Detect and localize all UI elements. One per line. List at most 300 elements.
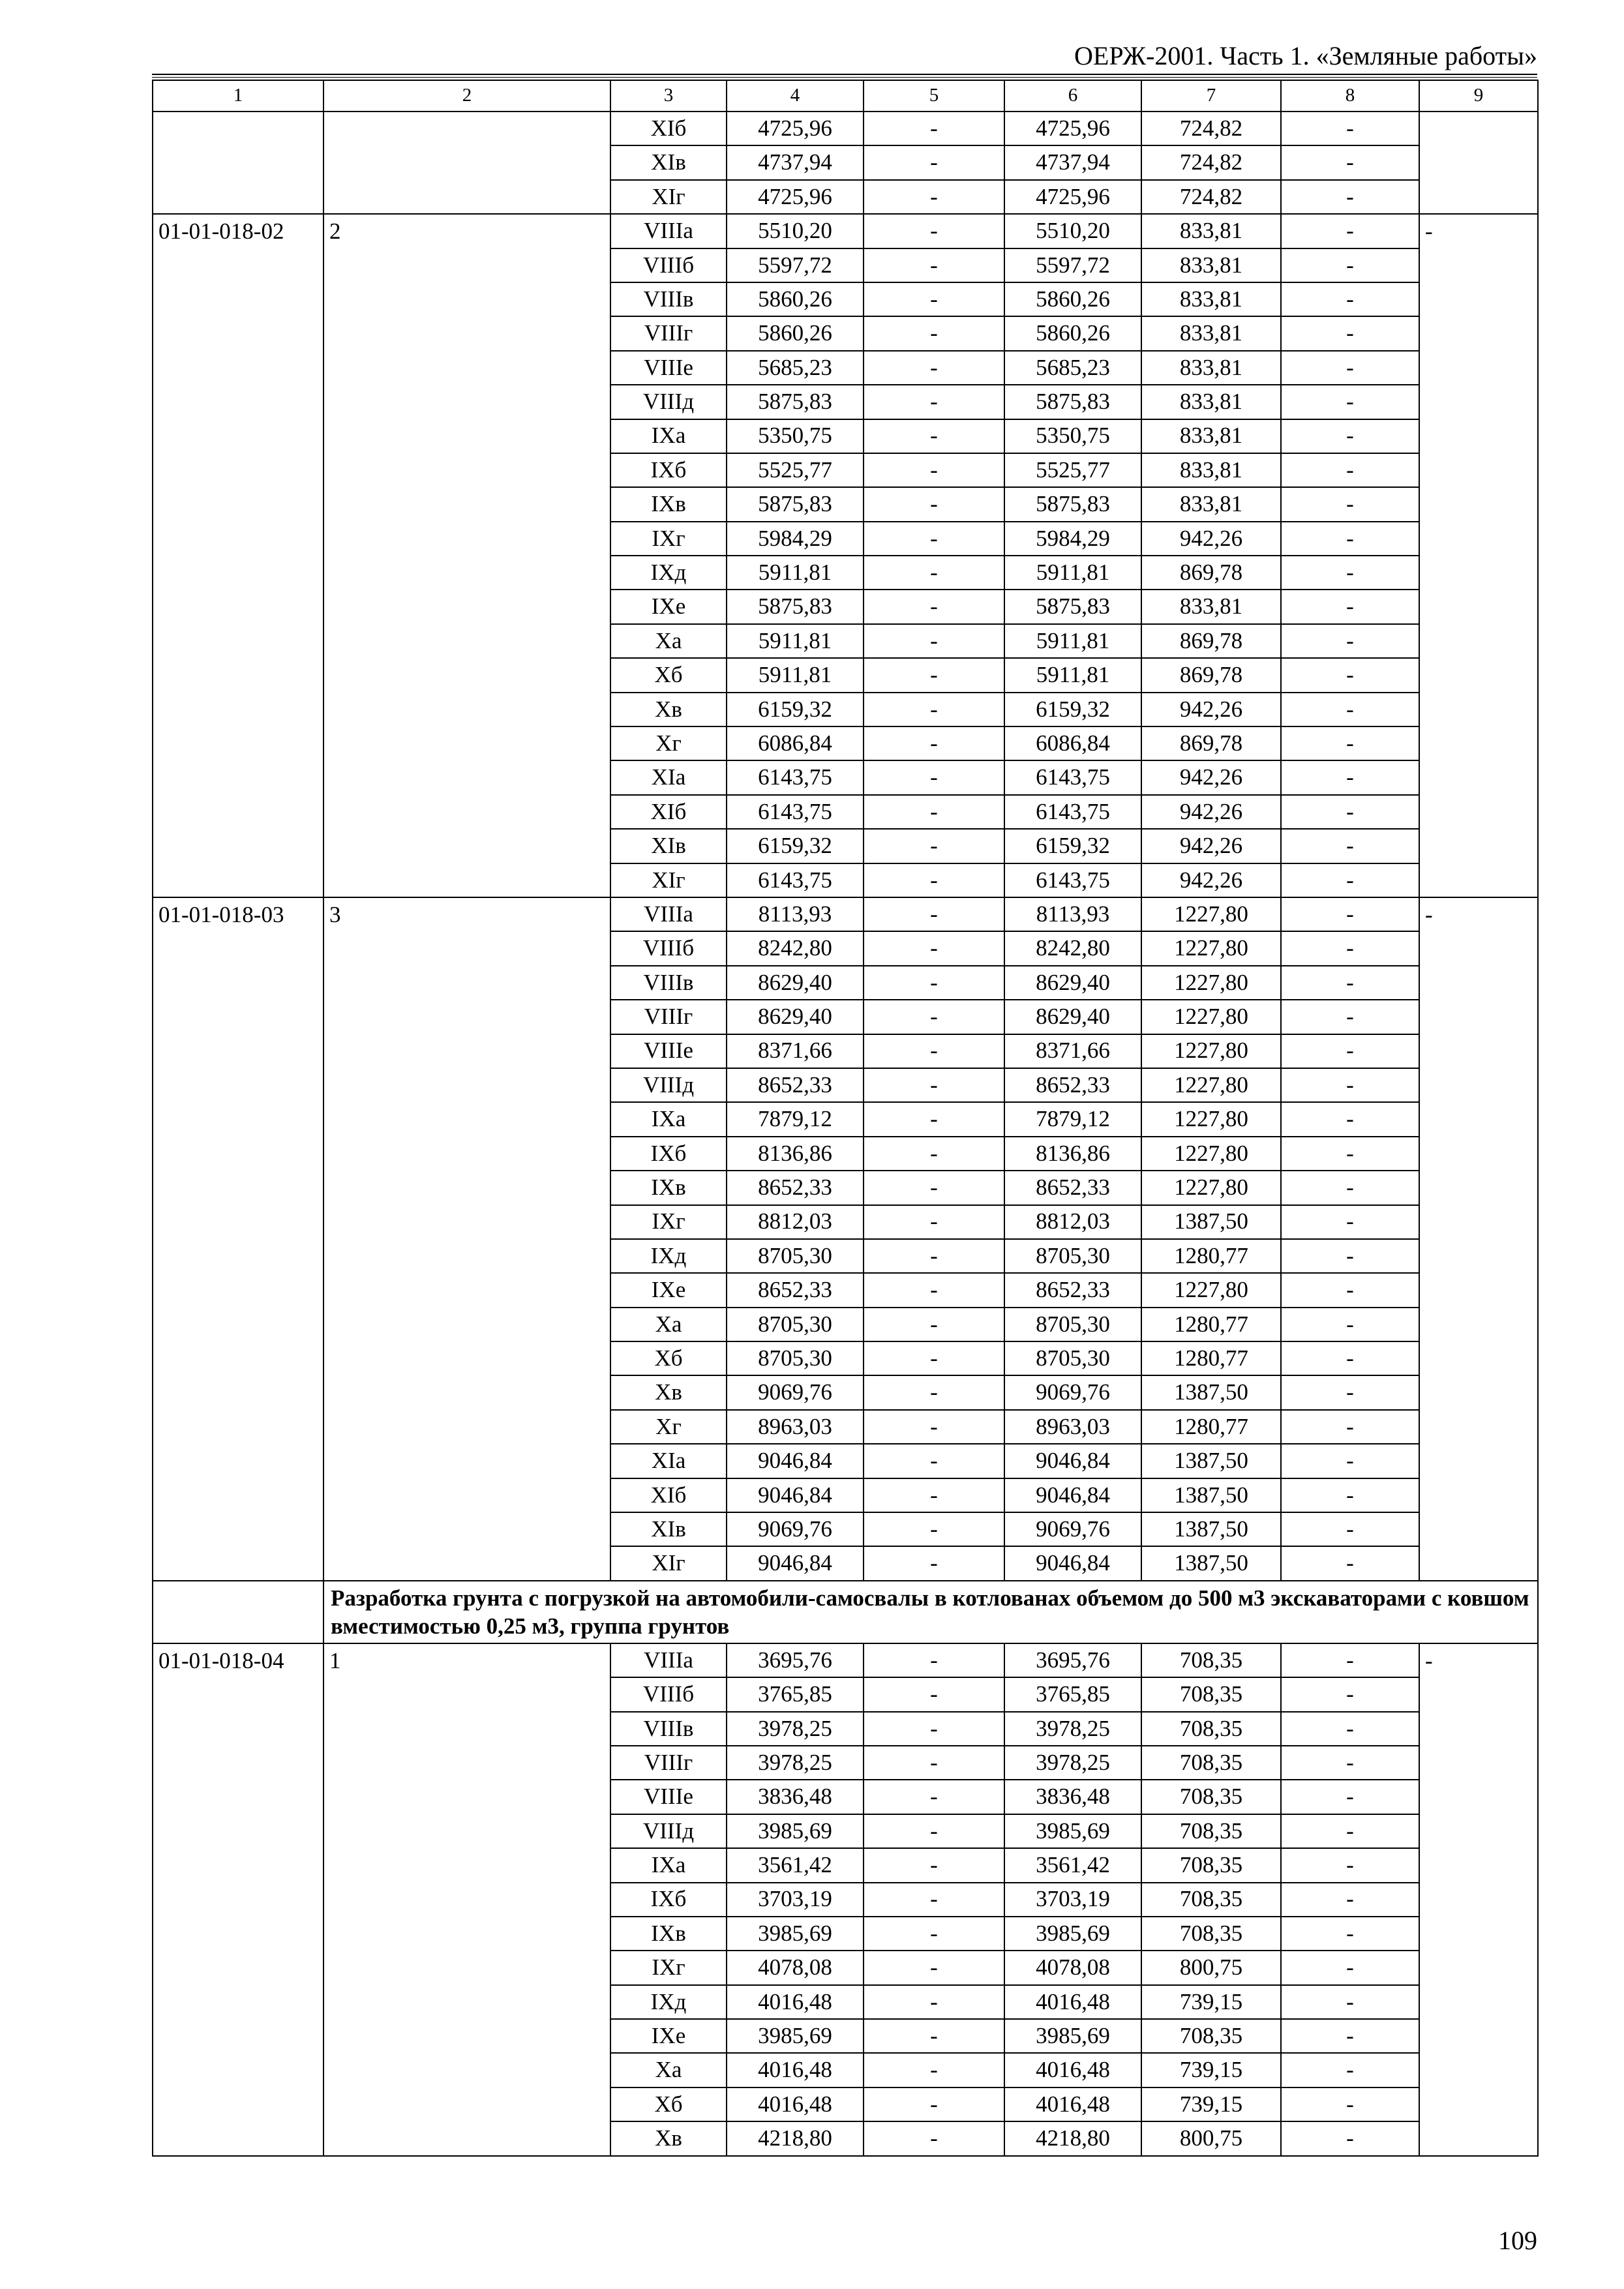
col8-cell: - [1281, 351, 1419, 385]
total-cost-cell: 5911,81 [727, 624, 864, 658]
col8-cell: - [1281, 693, 1419, 726]
rate-code-cell: 01-01-018-02 [153, 214, 323, 897]
total-cost-cell: 5685,23 [727, 351, 864, 385]
total-cost-cell: 5911,81 [727, 658, 864, 692]
col8-cell: - [1281, 1239, 1419, 1273]
col6-cell: 4016,48 [1004, 1985, 1141, 2019]
col5-cell: - [864, 795, 1004, 829]
total-cost-cell: 3703,19 [727, 1883, 864, 1917]
col8-cell: - [1281, 145, 1419, 179]
col6-cell: 6143,75 [1004, 795, 1141, 829]
col5-cell: - [864, 556, 1004, 590]
total-cost-cell: 9069,76 [727, 1375, 864, 1409]
region-class-cell: VIIIв [610, 282, 727, 316]
rates-table [152, 80, 1539, 2157]
group-cell [323, 112, 610, 214]
col7-cell: 1280,77 [1141, 1410, 1281, 1444]
col7-cell: 869,78 [1141, 658, 1281, 692]
col5-cell: - [864, 658, 1004, 692]
col7-cell: 1387,50 [1141, 1512, 1281, 1546]
col8-cell: - [1281, 1917, 1419, 1951]
col6-cell: 5911,81 [1004, 658, 1141, 692]
total-cost-cell: 5860,26 [727, 282, 864, 316]
col8-cell: - [1281, 829, 1419, 863]
region-class-cell: VIIIб [610, 931, 727, 965]
total-cost-cell: 5525,77 [727, 453, 864, 487]
col6-cell: 4016,48 [1004, 2087, 1141, 2121]
col7-cell: 724,82 [1141, 145, 1281, 179]
total-cost-cell: 8242,80 [727, 931, 864, 965]
col8-cell: - [1281, 112, 1419, 145]
col5-cell: - [864, 590, 1004, 623]
col5-cell: - [864, 180, 1004, 214]
col6-cell: 6143,75 [1004, 760, 1141, 794]
col8-cell: - [1281, 487, 1419, 521]
col8-cell: - [1281, 522, 1419, 556]
total-cost-cell: 9046,84 [727, 1478, 864, 1512]
col5-cell: - [864, 1102, 1004, 1136]
total-cost-cell: 5510,20 [727, 214, 864, 248]
region-class-cell: IXв [610, 487, 727, 521]
col7-cell: 1387,50 [1141, 1444, 1281, 1478]
total-cost-cell: 5860,26 [727, 316, 864, 350]
col5-cell: - [864, 1512, 1004, 1546]
col8-cell: - [1281, 1546, 1419, 1580]
col9-cell [1419, 112, 1538, 214]
col8-cell: - [1281, 1205, 1419, 1239]
total-cost-cell: 8629,40 [727, 966, 864, 1000]
col7-cell: 1227,80 [1141, 1102, 1281, 1136]
col6-cell: 5875,83 [1004, 385, 1141, 419]
total-cost-cell: 8963,03 [727, 1410, 864, 1444]
col8-cell: - [1281, 1273, 1419, 1307]
total-cost-cell: 3985,69 [727, 1814, 864, 1848]
col7-cell: 833,81 [1141, 214, 1281, 248]
col5-cell: - [864, 1444, 1004, 1478]
region-class-cell: VIIIд [610, 1068, 727, 1102]
region-class-cell: IXв [610, 1917, 727, 1951]
col5-cell: - [864, 2053, 1004, 2087]
total-cost-cell: 3765,85 [727, 1677, 864, 1711]
col6-cell: 3836,48 [1004, 1780, 1141, 1814]
col7-cell: 1227,80 [1141, 1034, 1281, 1068]
total-cost-cell: 8652,33 [727, 1068, 864, 1102]
col8-cell: - [1281, 931, 1419, 965]
total-cost-cell: 8705,30 [727, 1308, 864, 1341]
col6-cell: 8963,03 [1004, 1410, 1141, 1444]
col7-cell: 800,75 [1141, 1951, 1281, 1984]
col6-cell: 8812,03 [1004, 1205, 1141, 1239]
region-class-cell: Xв [610, 2121, 727, 2155]
col8-cell: - [1281, 1780, 1419, 1814]
col8-cell: - [1281, 966, 1419, 1000]
col7-cell: 1227,80 [1141, 1137, 1281, 1171]
col6-cell: 4078,08 [1004, 1951, 1141, 1984]
total-cost-cell: 8371,66 [727, 1034, 864, 1068]
col8-cell: - [1281, 624, 1419, 658]
region-class-cell: IXд [610, 1985, 727, 2019]
total-cost-cell: 4218,80 [727, 2121, 864, 2155]
col5-cell: - [864, 760, 1004, 794]
col7-cell: 1387,50 [1141, 1546, 1281, 1580]
col6-cell: 5510,20 [1004, 214, 1141, 248]
col6-cell: 5875,83 [1004, 487, 1141, 521]
col6-cell: 5911,81 [1004, 624, 1141, 658]
region-class-cell: IXд [610, 1239, 727, 1273]
col8-cell: - [1281, 1985, 1419, 2019]
col6-cell: 4725,96 [1004, 180, 1141, 214]
col5-cell: - [864, 1546, 1004, 1580]
col8-cell: - [1281, 1375, 1419, 1409]
col8-cell: - [1281, 453, 1419, 487]
col8-cell: - [1281, 2121, 1419, 2155]
col8-cell: - [1281, 1512, 1419, 1546]
col8-cell: - [1281, 2087, 1419, 2121]
col9-cell: - [1419, 214, 1538, 897]
col7-cell: 800,75 [1141, 2121, 1281, 2155]
col7-cell: 708,35 [1141, 2019, 1281, 2053]
region-class-cell: XIг [610, 1546, 727, 1580]
col5-cell: - [864, 1643, 1004, 1677]
col7-cell: 708,35 [1141, 1917, 1281, 1951]
header-rule [152, 74, 1537, 78]
col5-cell: - [864, 966, 1004, 1000]
col6-cell: 5860,26 [1004, 316, 1141, 350]
col7-cell: 1387,50 [1141, 1478, 1281, 1512]
col6-cell: 6159,32 [1004, 693, 1141, 726]
col7-cell: 708,35 [1141, 1848, 1281, 1882]
col7-cell: 739,15 [1141, 2087, 1281, 2121]
col6-cell: 8242,80 [1004, 931, 1141, 965]
section-header-row [153, 1581, 1538, 1643]
col6-cell: 6086,84 [1004, 726, 1141, 760]
col7-cell: 942,26 [1141, 522, 1281, 556]
col7-cell: 833,81 [1141, 385, 1281, 419]
col8-cell: - [1281, 180, 1419, 214]
total-cost-cell: 4078,08 [727, 1951, 864, 1984]
region-class-cell: XIб [610, 1478, 727, 1512]
total-cost-cell: 5911,81 [727, 556, 864, 590]
region-class-cell: VIIIе [610, 1034, 727, 1068]
col5-cell: - [864, 1917, 1004, 1951]
region-class-cell: VIIIб [610, 248, 727, 282]
col8-cell: - [1281, 282, 1419, 316]
region-class-cell: IXе [610, 1273, 727, 1307]
table-row [153, 897, 1538, 931]
col7-cell: 708,35 [1141, 1677, 1281, 1711]
col7-cell: 869,78 [1141, 726, 1281, 760]
col7-cell: 833,81 [1141, 316, 1281, 350]
col6-cell: 5685,23 [1004, 351, 1141, 385]
col6-cell: 9046,84 [1004, 1444, 1141, 1478]
region-class-cell: Xа [610, 624, 727, 658]
table-body [153, 80, 1538, 2156]
rate-code-cell: 01-01-018-03 [153, 897, 323, 1581]
col8-cell: - [1281, 1410, 1419, 1444]
col5-cell: - [864, 1814, 1004, 1848]
column-number: 3 [610, 80, 727, 112]
group-cell: 3 [323, 897, 610, 1581]
col5-cell: - [864, 419, 1004, 453]
col6-cell: 8652,33 [1004, 1273, 1141, 1307]
col7-cell: 942,26 [1141, 829, 1281, 863]
column-number-row [153, 80, 1538, 112]
region-class-cell: VIIIа [610, 214, 727, 248]
col6-cell: 3985,69 [1004, 2019, 1141, 2053]
total-cost-cell: 5875,83 [727, 487, 864, 521]
col5-cell: - [864, 1034, 1004, 1068]
table-row [153, 1643, 1538, 1677]
total-cost-cell: 8652,33 [727, 1171, 864, 1204]
col6-cell: 8113,93 [1004, 897, 1141, 931]
region-class-cell: IXа [610, 1102, 727, 1136]
col7-cell: 833,81 [1141, 453, 1281, 487]
col6-cell: 6159,32 [1004, 829, 1141, 863]
region-class-cell: Xа [610, 2053, 727, 2087]
col5-cell: - [864, 1780, 1004, 1814]
col8-cell: - [1281, 1677, 1419, 1711]
col7-cell: 708,35 [1141, 1746, 1281, 1780]
col8-cell: - [1281, 1883, 1419, 1917]
region-class-cell: IXг [610, 522, 727, 556]
total-cost-cell: 4016,48 [727, 2087, 864, 2121]
col5-cell: - [864, 1375, 1004, 1409]
col7-cell: 708,35 [1141, 1814, 1281, 1848]
total-cost-cell: 5875,83 [727, 590, 864, 623]
region-class-cell: XIг [610, 180, 727, 214]
col8-cell: - [1281, 1171, 1419, 1204]
total-cost-cell: 4725,96 [727, 112, 864, 145]
region-class-cell: XIв [610, 829, 727, 863]
region-class-cell: IXб [610, 1883, 727, 1917]
region-class-cell: VIIIв [610, 966, 727, 1000]
col8-cell: - [1281, 248, 1419, 282]
col7-cell: 1227,80 [1141, 966, 1281, 1000]
col6-cell: 8652,33 [1004, 1171, 1141, 1204]
col8-cell: - [1281, 726, 1419, 760]
region-class-cell: VIIIе [610, 1780, 727, 1814]
col5-cell: - [864, 863, 1004, 897]
col5-cell: - [864, 1410, 1004, 1444]
col6-cell: 4016,48 [1004, 2053, 1141, 2087]
col8-cell: - [1281, 897, 1419, 931]
region-class-cell: Xб [610, 2087, 727, 2121]
region-class-cell: VIIIб [610, 1677, 727, 1711]
total-cost-cell: 9046,84 [727, 1546, 864, 1580]
total-cost-cell: 8136,86 [727, 1137, 864, 1171]
col6-cell: 5911,81 [1004, 556, 1141, 590]
col8-cell: - [1281, 1814, 1419, 1848]
col6-cell: 3978,25 [1004, 1712, 1141, 1746]
page-number: 109 [1498, 2226, 1537, 2255]
col6-cell: 4218,80 [1004, 2121, 1141, 2155]
col8-cell: - [1281, 1478, 1419, 1512]
col6-cell: 8136,86 [1004, 1137, 1141, 1171]
total-cost-cell: 3985,69 [727, 1917, 864, 1951]
region-class-cell: XIб [610, 112, 727, 145]
column-number: 5 [864, 80, 1004, 112]
region-class-cell: VIIIг [610, 1746, 727, 1780]
col7-cell: 833,81 [1141, 419, 1281, 453]
col7-cell: 724,82 [1141, 112, 1281, 145]
col5-cell: - [864, 522, 1004, 556]
region-class-cell: VIIIг [610, 316, 727, 350]
total-cost-cell: 4725,96 [727, 180, 864, 214]
col7-cell: 869,78 [1141, 556, 1281, 590]
col5-cell: - [864, 1000, 1004, 1034]
total-cost-cell: 8629,40 [727, 1000, 864, 1034]
rate-code-cell [153, 112, 323, 214]
col8-cell: - [1281, 1102, 1419, 1136]
col5-cell: - [864, 2087, 1004, 2121]
column-number: 1 [153, 80, 323, 112]
total-cost-cell: 4016,48 [727, 2053, 864, 2087]
region-class-cell: Xб [610, 658, 727, 692]
col5-cell: - [864, 1239, 1004, 1273]
total-cost-cell: 6159,32 [727, 829, 864, 863]
col5-cell: - [864, 385, 1004, 419]
region-class-cell: IXа [610, 1848, 727, 1882]
total-cost-cell: 8705,30 [727, 1239, 864, 1273]
col5-cell: - [864, 1068, 1004, 1102]
region-class-cell: IXе [610, 590, 727, 623]
col5-cell: - [864, 1883, 1004, 1917]
col7-cell: 942,26 [1141, 863, 1281, 897]
col6-cell: 8629,40 [1004, 1000, 1141, 1034]
total-cost-cell: 6086,84 [727, 726, 864, 760]
col5-cell: - [864, 1677, 1004, 1711]
col7-cell: 942,26 [1141, 795, 1281, 829]
col6-cell: 9046,84 [1004, 1478, 1141, 1512]
col8-cell: - [1281, 419, 1419, 453]
col6-cell: 3695,76 [1004, 1643, 1141, 1677]
col5-cell: - [864, 1273, 1004, 1307]
col5-cell: - [864, 1205, 1004, 1239]
col8-cell: - [1281, 1643, 1419, 1677]
col5-cell: - [864, 1746, 1004, 1780]
col6-cell: 5875,83 [1004, 590, 1141, 623]
total-cost-cell: 3978,25 [727, 1712, 864, 1746]
total-cost-cell: 3836,48 [727, 1780, 864, 1814]
col5-cell: - [864, 931, 1004, 965]
region-class-cell: Xв [610, 1375, 727, 1409]
col8-cell: - [1281, 1341, 1419, 1375]
region-class-cell: VIIIд [610, 385, 727, 419]
col7-cell: 833,81 [1141, 282, 1281, 316]
col5-cell: - [864, 145, 1004, 179]
col7-cell: 1227,80 [1141, 931, 1281, 965]
table-row [153, 112, 1538, 145]
col8-cell: - [1281, 1951, 1419, 1984]
col5-cell: - [864, 1712, 1004, 1746]
region-class-cell: VIIIе [610, 351, 727, 385]
region-class-cell: IXб [610, 1137, 727, 1171]
col6-cell: 3978,25 [1004, 1746, 1141, 1780]
col8-cell: - [1281, 760, 1419, 794]
col6-cell: 9046,84 [1004, 1546, 1141, 1580]
region-class-cell: XIв [610, 1512, 727, 1546]
total-cost-cell: 8652,33 [727, 1273, 864, 1307]
col6-cell: 4737,94 [1004, 145, 1141, 179]
col7-cell: 833,81 [1141, 487, 1281, 521]
col7-cell: 1280,77 [1141, 1341, 1281, 1375]
col8-cell: - [1281, 1068, 1419, 1102]
total-cost-cell: 9069,76 [727, 1512, 864, 1546]
col5-cell: - [864, 726, 1004, 760]
col8-cell: - [1281, 658, 1419, 692]
col6-cell: 4725,96 [1004, 112, 1141, 145]
col5-cell: - [864, 1848, 1004, 1882]
col6-cell: 3703,19 [1004, 1883, 1141, 1917]
region-class-cell: IXа [610, 419, 727, 453]
region-class-cell: IXг [610, 1205, 727, 1239]
col7-cell: 1227,80 [1141, 1171, 1281, 1204]
col5-cell: - [864, 351, 1004, 385]
total-cost-cell: 7879,12 [727, 1102, 864, 1136]
col7-cell: 708,35 [1141, 1780, 1281, 1814]
col8-cell: - [1281, 795, 1419, 829]
col5-cell: - [864, 2121, 1004, 2155]
region-class-cell: IXв [610, 1171, 727, 1204]
col7-cell: 942,26 [1141, 693, 1281, 726]
col8-cell: - [1281, 385, 1419, 419]
col7-cell: 1227,80 [1141, 897, 1281, 931]
total-cost-cell: 3561,42 [727, 1848, 864, 1882]
column-number: 4 [727, 80, 864, 112]
col7-cell: 942,26 [1141, 760, 1281, 794]
column-number: 2 [323, 80, 610, 112]
col6-cell: 3985,69 [1004, 1814, 1141, 1848]
col8-cell: - [1281, 214, 1419, 248]
col8-cell: - [1281, 1712, 1419, 1746]
col6-cell: 6143,75 [1004, 863, 1141, 897]
col8-cell: - [1281, 863, 1419, 897]
col9-cell: - [1419, 897, 1538, 1581]
region-class-cell: XIа [610, 760, 727, 794]
col6-cell: 3765,85 [1004, 1677, 1141, 1711]
col5-cell: - [864, 2019, 1004, 2053]
total-cost-cell: 5984,29 [727, 522, 864, 556]
col8-cell: - [1281, 590, 1419, 623]
region-class-cell: XIб [610, 795, 727, 829]
region-class-cell: VIIIв [610, 1712, 727, 1746]
region-class-cell: VIIIа [610, 1643, 727, 1677]
total-cost-cell: 4737,94 [727, 145, 864, 179]
col5-cell: - [864, 1171, 1004, 1204]
total-cost-cell: 8812,03 [727, 1205, 864, 1239]
col5-cell: - [864, 624, 1004, 658]
col8-cell: - [1281, 1137, 1419, 1171]
col6-cell: 5597,72 [1004, 248, 1141, 282]
region-class-cell: IXг [610, 1951, 727, 1984]
column-number: 6 [1004, 80, 1141, 112]
col7-cell: 708,35 [1141, 1712, 1281, 1746]
col5-cell: - [864, 453, 1004, 487]
col5-cell: - [864, 1951, 1004, 1984]
region-class-cell: IXд [610, 556, 727, 590]
col8-cell: - [1281, 2053, 1419, 2087]
col8-cell: - [1281, 556, 1419, 590]
col8-cell: - [1281, 1000, 1419, 1034]
col5-cell: - [864, 1137, 1004, 1171]
col7-cell: 739,15 [1141, 2053, 1281, 2087]
total-cost-cell: 3695,76 [727, 1643, 864, 1677]
col6-cell: 3561,42 [1004, 1848, 1141, 1882]
col7-cell: 1227,80 [1141, 1273, 1281, 1307]
col6-cell: 8705,30 [1004, 1239, 1141, 1273]
group-cell: 2 [323, 214, 610, 897]
col5-cell: - [864, 829, 1004, 863]
